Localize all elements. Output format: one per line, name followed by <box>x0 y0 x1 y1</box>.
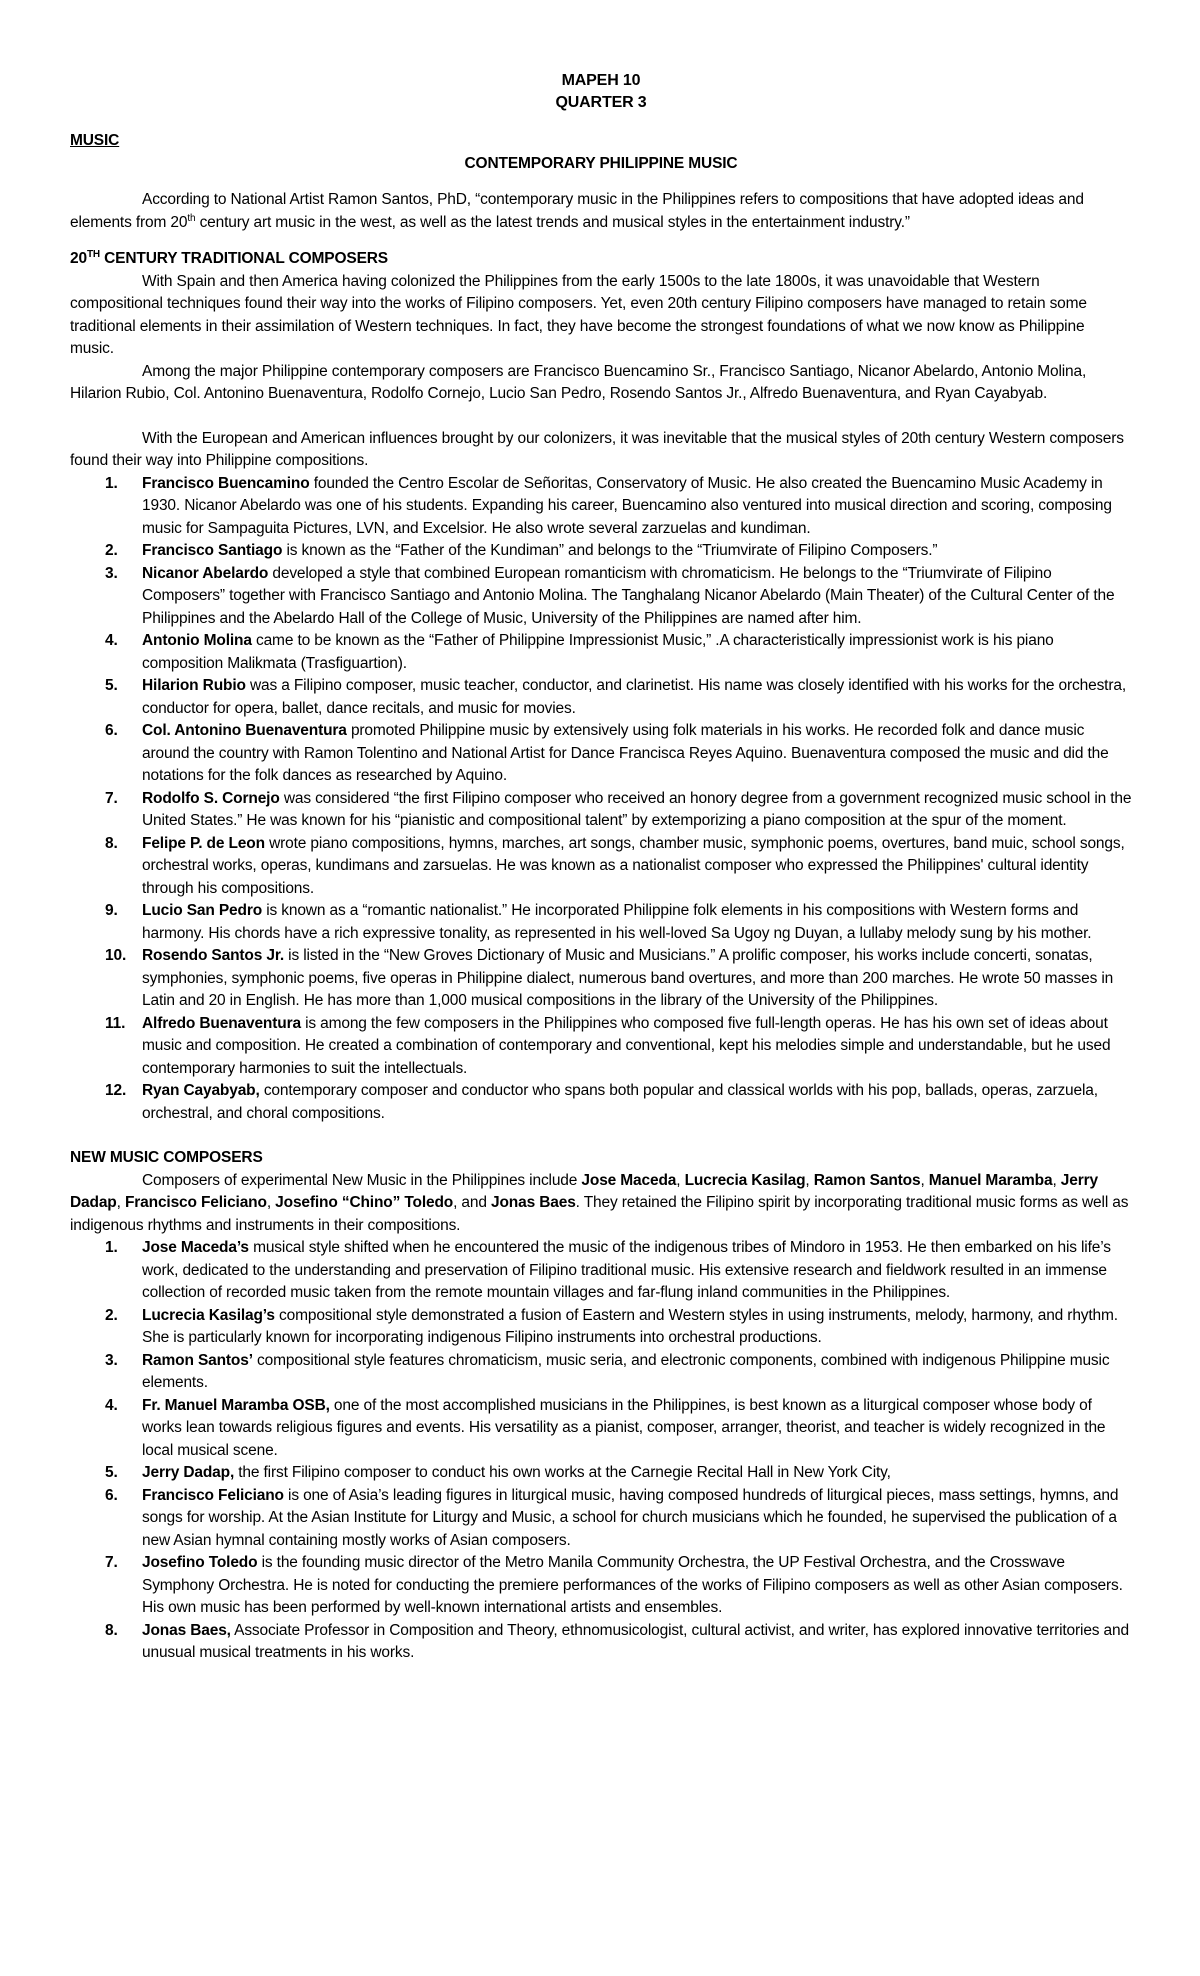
list-item: 4. Antonio Molina came to be known as the “Father of Philippine Impressionist Music,” .A characteristically impressionist work is his piano composition Malikmata (Trasfiguartion). <box>105 632 1054 672</box>
section-heading-music: MUSIC <box>70 132 120 149</box>
list-item: 6. Francisco Feliciano is one of Asia’s leading figures in liturgical music, having composed hundreds of liturgical pieces, mass settings, hymns, and songs for worship. At the Asian Institute for Liturgy and Music, a school for church musicians which he founded, he supervised the publication of a new Asian hymnal containing mostly works of Asian composers. <box>105 1486 1119 1549</box>
list-item: 3. Ramon Santos’ compositional style features chromaticism, music seria, and electronic components, combined with indigenous Philippine music elements. <box>105 1351 1110 1391</box>
list-item: 8. Felipe P. de Leon wrote piano compositions, hymns, marches, art songs, chamber music, symphonic poems, overtures, band muic, school songs, orchestral works, operas, kundimans and zarsuelas. He was known as a nationalist composer who expressed the Philippines' cultural identity through his compositions. <box>105 834 1125 897</box>
list-item: 1. Francisco Buencamino founded the Centro Escolar de Señoritas, Conservatory of Music. He also created the Buencamino Music Academy in 1930. Nicanor Abelardo was one of his students. Expanding his career, Buencamino also ventured into musical direction and scoring, composing music for Sampaguita Pictures, LVN, and Excelsior. He also wrote several zarzuelas and kundiman. <box>105 474 1112 537</box>
list-item: 2. Lucrecia Kasilag’s compositional style demonstrated a fusion of Eastern and Western styles in using instruments, melody, harmony, and rhythm. She is particularly known for incorporating indigenous Filipino instruments into orchestral productions. <box>105 1306 1118 1346</box>
list-item: 7. Rodolfo S. Cornejo was considered “the first Filipino composer who received an honory degree from a government recognized music school in the United States.” He was known for his “pianistic and compositional talent” by extemporizing a piano composition at the spur of the moment. <box>105 789 1132 829</box>
list-item: 9. Lucio San Pedro is known as a “romantic nationalist.” He incorporated Philippine folk elements in his compositions with Western forms and harmony. His chords have a rich expressive tonality, as represented in his well-loved Sa Ugoy ng Duyan, a lullaby melody sung by his mother. <box>105 902 1092 942</box>
main-title: CONTEMPORARY PHILIPPINE MUSIC <box>464 154 738 172</box>
list-item: 3. Nicanor Abelardo developed a style that combined European romanticism with chromaticism. He belongs to the “Triumvirate of Filipino Composers” together with Francisco Santiago and Antonio Molina. The Tanghalang Nicanor Abelardo (Main Theater) of the Cultural Center of the Philippines and the Abelardo Hall of the College of Music, University of the Philippines are named after him. <box>105 564 1115 627</box>
list-item: 7. Josefino Toledo is the founding music director of the Metro Manila Community Orchestra, the UP Festival Orchestra, and the Crosswave Symphony Orchestra. He is noted for conducting the premiere performances of the works of Filipino composers as well as other Asian composers. His own music has been performed by well-known international artists and ensembles. <box>105 1554 1123 1616</box>
list-item: 4. Fr. Manuel Maramba OSB, one of the most accomplished musicians in the Philippines, is best known as a liturgical composer whose body of works lean towards religious figures and events. His versatility as a pianist, composer, arranger, theorist, and teacher is widely recognized in the local musical scene. <box>105 1396 1106 1459</box>
traditional-paragraph-1: With Spain and then America having colonized the Philippines from the early 1500s to the late 1800s, it was unavoidable that Western compositional techniques found their way into the works of Filipino composers. Yet, even 20th century Filipino composers have managed to retain some traditional elements in their assimilation of Western techniques. In fact, they have become the strongest foundations of what we now know as Philippine music. <box>70 272 1087 357</box>
list-item: 5. Hilarion Rubio was a Filipino composer, music teacher, conductor, and clarinetist. His name was closely identified with his works for the orchestra, conductor for opera, ballet, dance recitals, and music for movies. <box>105 677 1126 717</box>
document-page <box>70 70 1132 1665</box>
quarter-title: QUARTER 3 <box>555 94 647 111</box>
new-music-composers-list <box>70 1237 1132 1665</box>
list-item: 10. Rosendo Santos Jr. is listed in the “New Groves Dictionary of Music and Musicians.” A prolific composer, his works include concerti, sonatas, symphonies, symphonic poems, five operas in Philippine dialect, numerous band overtures, and more than 200 marches. He wrote 50 masses in Latin and 20 in English. He has more than 1,000 musical compositions in the library of the University of the Philippines. <box>105 947 1114 1009</box>
list-item: 12. Ryan Cayabyab, contemporary composer and conductor who spans both popular and classical worlds with his pop, ballads, operas, zarzuela, orchestral, and choral compositions. <box>105 1082 1098 1122</box>
new-music-heading: NEW MUSIC COMPOSERS <box>70 1149 263 1166</box>
list-item: 5. Jerry Dadap, the first Filipino composer to conduct his own works at the Carnegie Recital Hall in New York City, <box>105 1464 891 1481</box>
subject-title: MAPEH 10 <box>561 72 641 89</box>
list-item: 11. Alfredo Buenaventura is among the few composers in the Philippines who composed five full-length operas. He has his own set of ideas about music and composition. He created a combination of contemporary and conventional, kept his melodies simple and understandable, but he used contemporary harmonies to suit the intellectuals. <box>105 1014 1111 1077</box>
traditional-paragraph-2: Among the major Philippine contemporary composers are Francisco Buencamino Sr., Francisco Santiago, Nicanor Abelardo, Antonio Molina, Hilarion Rubio, Col. Antonino Buenaventura, Rodolfo Cornejo, Lucio San Pedro, Rosendo Santos Jr., Alfredo Buenaventura, and Ryan Cayabyab. <box>70 362 1087 402</box>
traditional-paragraph-3: With the European and American influences brought by our colonizers, it was inevitable that the musical styles of 20th century Western composers found their way into Philippine compositions. <box>70 429 1124 469</box>
list-item: 8. Jonas Baes, Associate Professor in Composition and Theory, ethnomusicologist, cultural activist, and writer, has explored innovative territories and unusual musical treatments in his works. <box>105 1621 1129 1661</box>
intro-paragraph: According to National Artist Ramon Santos, PhD, “contemporary music in the Philippines refers to compositions that have adopted ideas and elements from 20th century art music in the west, as well as the latest trends and musical styles in the entertainment industry.” <box>70 191 1084 231</box>
traditional-composers-heading: 20TH CENTURY TRADITIONAL COMPOSERS <box>70 248 388 267</box>
list-item: 2. Francisco Santiago is known as the “Father of the Kundiman” and belongs to the “Triumvirate of Filipino Composers.” <box>105 542 938 559</box>
list-item: 6. Col. Antonino Buenaventura promoted Philippine music by extensively using folk materials in his works. He recorded folk and dance music around the country with Ramon Tolentino and National Artist for Dance Francisca Reyes Aquino. Buenaventura composed the music and did the notations for the folk dances as researched by Aquino. <box>105 722 1109 784</box>
list-item: 1. Jose Maceda’s musical style shifted when he encountered the music of the indigenous tribes of Mindoro in 1953. He then embarked on his life’s work, dedicated to the understanding and preservation of Filipino traditional music. His extensive research and fieldwork resulted in an immense collection of recorded music taken from the remote mountain villages and far-flung inland communities in the Philippines. <box>105 1239 1111 1301</box>
traditional-composers-list <box>70 473 1132 1126</box>
new-music-intro: Composers of experimental New Music in the Philippines include Jose Maceda, Lucrecia Kasilag, Ramon Santos, Manuel Maramba, Jerry Dadap, Francisco Feliciano, Josefino “Chino” Toledo, and Jonas Baes. They retained the Filipino spirit by incorporating traditional music forms as well as indigenous rhythms and instruments in their compositions. <box>70 1171 1129 1234</box>
